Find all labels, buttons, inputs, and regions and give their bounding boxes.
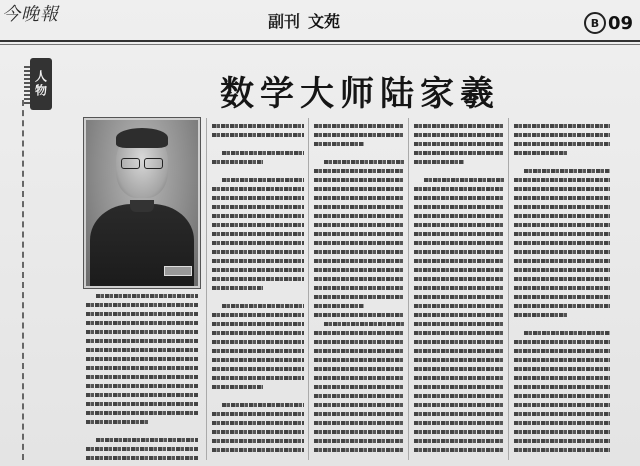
text-line (414, 437, 504, 446)
text-line (314, 293, 404, 302)
text-line (314, 392, 404, 401)
page-section-circle: B (584, 12, 606, 34)
text-line (212, 338, 304, 347)
header-rule-thin (0, 44, 640, 45)
text-line (86, 355, 198, 364)
text-line (314, 221, 404, 230)
text-line (86, 427, 198, 436)
text-line (314, 149, 404, 158)
text-line (212, 446, 304, 455)
text-line (212, 275, 304, 284)
text-line (314, 320, 404, 329)
text-line (514, 149, 610, 158)
text-line (314, 194, 404, 203)
text-line (212, 392, 304, 401)
text-line (212, 167, 304, 176)
column-divider (206, 118, 207, 460)
text-line (314, 122, 404, 131)
text-line (212, 302, 304, 311)
section-name: 文苑 (308, 11, 341, 31)
text-line (314, 239, 404, 248)
text-line (212, 185, 304, 194)
text-line (314, 311, 404, 320)
text-line (514, 401, 610, 410)
text-line (414, 167, 504, 176)
text-line (414, 419, 504, 428)
text-line (212, 329, 304, 338)
text-line (414, 230, 504, 239)
text-line (212, 176, 304, 185)
text-line (414, 185, 504, 194)
text-line (414, 176, 504, 185)
text-line (86, 346, 198, 355)
text-line (514, 221, 610, 230)
text-line (314, 167, 404, 176)
text-line (514, 122, 610, 131)
text-line (314, 131, 404, 140)
text-line (414, 365, 504, 374)
text-line (514, 176, 610, 185)
page-number-badge (584, 12, 633, 34)
text-line (514, 239, 610, 248)
text-line (212, 230, 304, 239)
text-line (414, 392, 504, 401)
text-line (314, 275, 404, 284)
text-line (314, 401, 404, 410)
text-line (514, 338, 610, 347)
text-line (314, 158, 404, 167)
text-line (414, 221, 504, 230)
text-line (314, 365, 404, 374)
text-line (212, 428, 304, 437)
section-label: 副刊 (268, 11, 301, 31)
text-line (314, 212, 404, 221)
text-line (514, 392, 610, 401)
text-line (514, 419, 610, 428)
text-line (514, 275, 610, 284)
text-line (414, 140, 504, 149)
text-line (314, 383, 404, 392)
text-line (414, 374, 504, 383)
text-line (314, 347, 404, 356)
text-line (514, 293, 610, 302)
text-line (86, 337, 198, 346)
section-title (268, 6, 340, 34)
text-line (514, 284, 610, 293)
text-line (212, 311, 304, 320)
text-line (414, 203, 504, 212)
masthead-meta-line (6, 28, 246, 36)
text-line (86, 373, 198, 382)
text-line (414, 320, 504, 329)
newspaper-masthead: 今晚報 (2, 4, 59, 25)
text-line (212, 365, 304, 374)
text-line (212, 149, 304, 158)
text-line (414, 131, 504, 140)
article-headline: 数学大师陆家羲 (220, 74, 500, 114)
text-line (86, 400, 198, 409)
text-line (514, 230, 610, 239)
text-line (414, 311, 504, 320)
text-line (514, 356, 610, 365)
article-body-column (514, 122, 610, 462)
text-line (414, 293, 504, 302)
text-line (212, 203, 304, 212)
text-line (212, 347, 304, 356)
text-line (212, 131, 304, 140)
text-line (414, 347, 504, 356)
text-line (414, 194, 504, 203)
text-line (514, 131, 610, 140)
text-line (86, 328, 198, 337)
text-line (314, 410, 404, 419)
text-line (514, 383, 610, 392)
text-line (314, 437, 404, 446)
text-line (414, 338, 504, 347)
text-line (314, 356, 404, 365)
text-line (212, 374, 304, 383)
text-line (86, 319, 198, 328)
text-line (514, 266, 610, 275)
text-line (514, 302, 610, 311)
page-number: 09 (608, 12, 634, 34)
text-line (212, 383, 304, 392)
text-line (86, 409, 198, 418)
text-line (514, 311, 610, 320)
text-line (86, 292, 198, 301)
portrait-collar (130, 200, 154, 212)
text-line (314, 329, 404, 338)
left-margin-column (30, 118, 78, 460)
text-line (86, 445, 198, 454)
text-line (212, 194, 304, 203)
text-line (212, 221, 304, 230)
text-line (414, 248, 504, 257)
text-line (414, 410, 504, 419)
article-body-column (212, 122, 304, 462)
text-line (414, 302, 504, 311)
text-line (212, 320, 304, 329)
text-line (414, 158, 504, 167)
column-divider (508, 118, 509, 460)
text-line (514, 329, 610, 338)
text-line (212, 140, 304, 149)
text-line (212, 356, 304, 365)
text-line (414, 257, 504, 266)
text-line (514, 203, 610, 212)
text-line (212, 248, 304, 257)
article-body-column (86, 292, 198, 464)
text-line (414, 356, 504, 365)
text-line (212, 401, 304, 410)
text-line (212, 284, 304, 293)
column-divider (408, 118, 409, 460)
text-line (414, 275, 504, 284)
text-line (314, 257, 404, 266)
text-line (314, 284, 404, 293)
text-line (314, 302, 404, 311)
text-line (314, 266, 404, 275)
text-line (514, 374, 610, 383)
text-line (414, 284, 504, 293)
text-line (514, 437, 610, 446)
text-line (514, 194, 610, 203)
portrait-glasses (121, 158, 163, 168)
text-line (414, 212, 504, 221)
text-line (212, 239, 304, 248)
text-line (414, 122, 504, 131)
text-line (514, 320, 610, 329)
text-line (314, 185, 404, 194)
text-line (514, 428, 610, 437)
text-line (314, 248, 404, 257)
text-line (414, 383, 504, 392)
text-line (514, 347, 610, 356)
text-line (314, 338, 404, 347)
text-line (514, 446, 610, 455)
header-rule (0, 40, 640, 42)
text-line (86, 454, 198, 463)
article-body-column (314, 122, 404, 462)
text-line (212, 293, 304, 302)
article-body-column (414, 122, 504, 462)
portrait-hair (116, 128, 168, 148)
text-line (514, 365, 610, 374)
text-line (212, 257, 304, 266)
text-line (314, 446, 404, 455)
text-line (212, 437, 304, 446)
text-line (514, 212, 610, 221)
text-line (414, 239, 504, 248)
text-line (514, 167, 610, 176)
text-line (414, 428, 504, 437)
text-line (514, 185, 610, 194)
text-line (212, 419, 304, 428)
text-line (414, 149, 504, 158)
text-line (314, 176, 404, 185)
text-line (86, 418, 198, 427)
photo-credit-box (164, 266, 192, 276)
text-line (314, 140, 404, 149)
text-line (86, 364, 198, 373)
text-line (86, 391, 198, 400)
text-line (314, 203, 404, 212)
text-line (86, 301, 198, 310)
column-tag: 人物 (30, 58, 52, 110)
text-line (514, 410, 610, 419)
text-line (212, 212, 304, 221)
text-line (414, 329, 504, 338)
text-line (514, 158, 610, 167)
text-line (514, 257, 610, 266)
text-line (414, 446, 504, 455)
text-line (414, 401, 504, 410)
text-line (86, 310, 198, 319)
text-line (86, 436, 198, 445)
text-line (514, 140, 610, 149)
text-line (314, 374, 404, 383)
text-line (212, 158, 304, 167)
text-line (414, 266, 504, 275)
portrait-photo (84, 118, 200, 288)
text-line (314, 419, 404, 428)
text-line (212, 266, 304, 275)
text-line (514, 248, 610, 257)
column-divider (308, 118, 309, 460)
text-line (314, 428, 404, 437)
text-line (212, 410, 304, 419)
text-line (86, 382, 198, 391)
text-line (314, 230, 404, 239)
text-line (212, 122, 304, 131)
left-dashed-rule (22, 100, 24, 460)
